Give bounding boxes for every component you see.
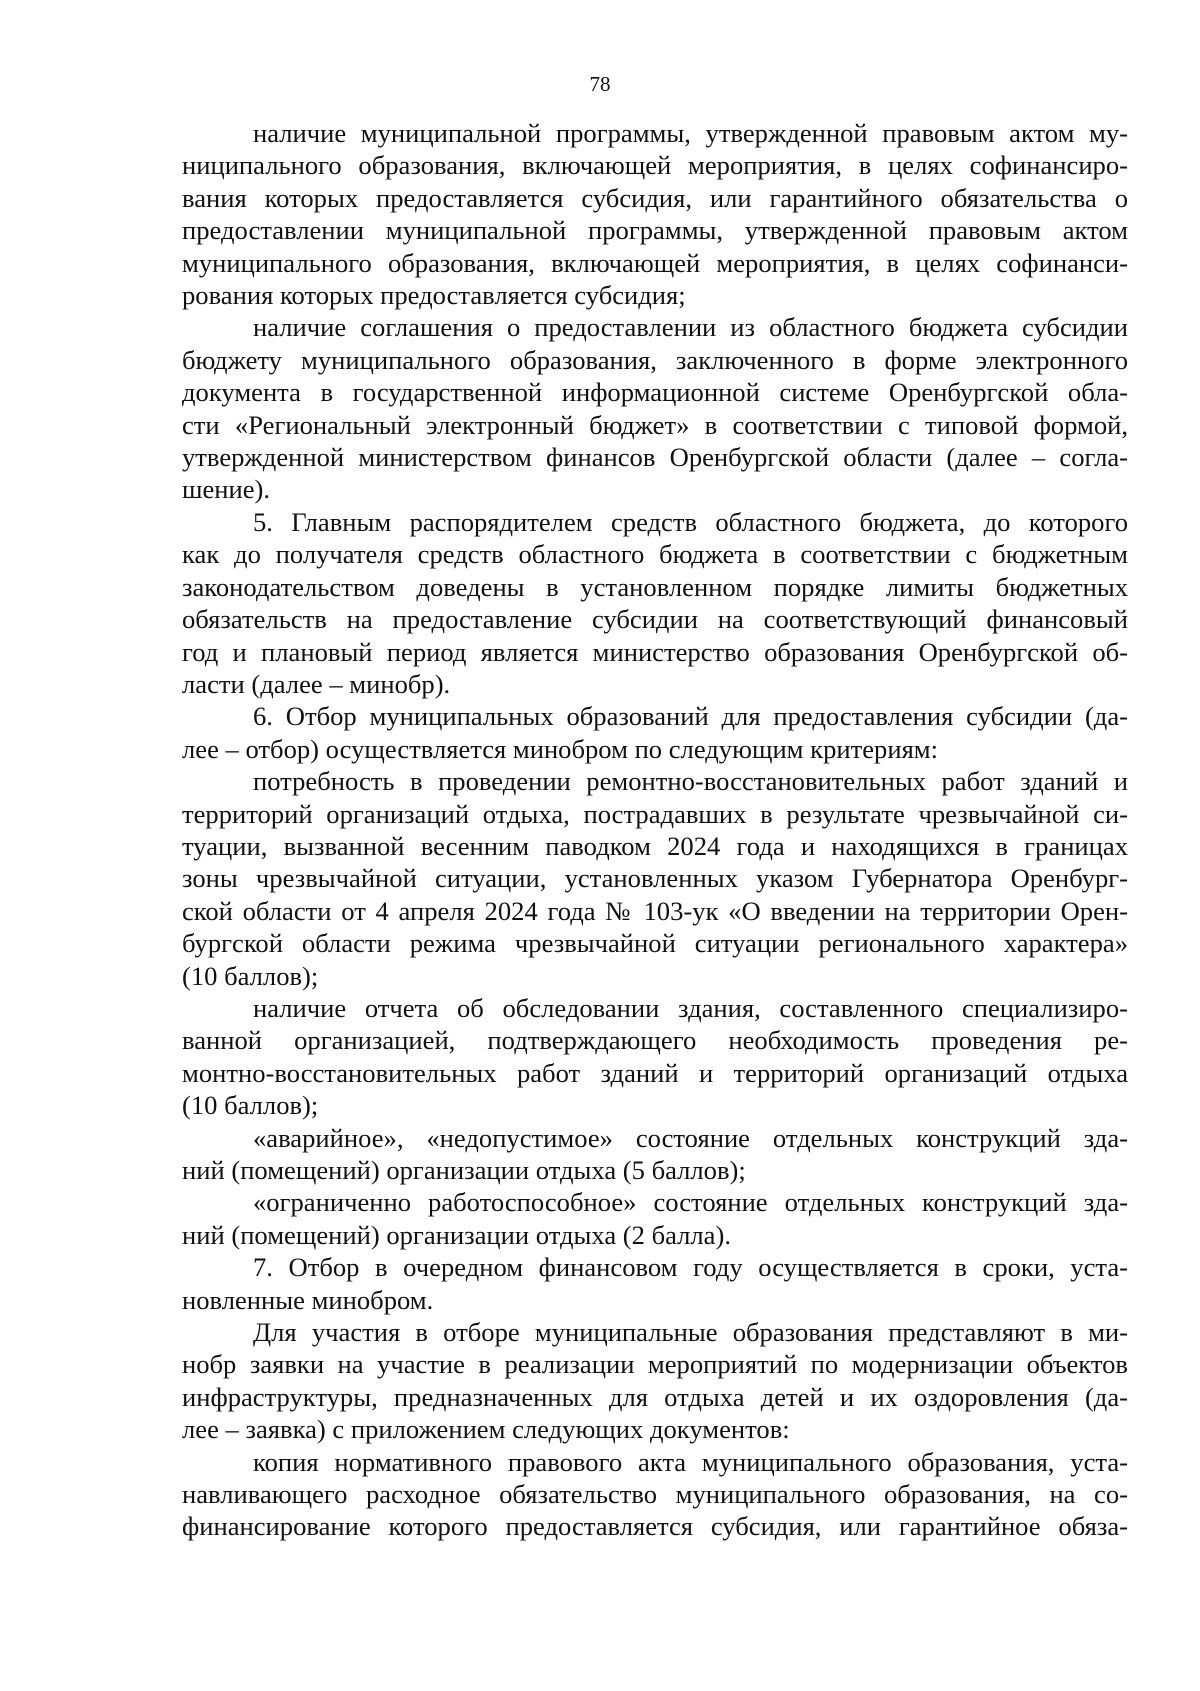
text-line: ниципального образования, включающей мероприятия, в целях софинансиро-: [182, 150, 1128, 181]
paragraph: [182, 506, 1128, 700]
text-line: наличие муниципальной программы, утвержденной правовым актом му-: [253, 118, 1128, 148]
text-line: навливающего расходное обязательство муниципального образования, на со-: [182, 1479, 1128, 1510]
text-line: обязательств на предоставление субсидии на соответствующий финансовый: [182, 604, 1128, 635]
paragraph: [182, 765, 1128, 992]
text-line: «ограниченно работоспособное» состояние отдельных конструкций зда-: [253, 1187, 1128, 1218]
text-line: вания которых предоставляется субсидия, или гарантийного обязательства о: [182, 182, 1128, 213]
text-line: потребность в проведении ремонтно-восстановительных работ зданий и: [253, 766, 1128, 797]
text-line: ванной организацией, подтверждающего необходимость проведения ре-: [182, 1025, 1128, 1056]
text-line: ской области от 4 апреля 2024 года № 103-ук «О введении на территории Орен-: [182, 895, 1128, 926]
text-line: финансирование которого предоставляется субсидия, или гарантийное обяза-: [182, 1511, 1128, 1542]
paragraph: [182, 992, 1128, 1122]
paragraph: [182, 700, 1128, 765]
document-body: [182, 117, 1128, 1543]
text-line: монтно-восстановительных работ зданий и территорий организаций отдыха: [182, 1057, 1128, 1088]
paragraph: [182, 1251, 1128, 1316]
text-line: бюджету муниципального образования, заключенного в форме электронного: [182, 344, 1128, 375]
text-line: утвержденной министерством финансов Оренбургской области (далее – согла-: [182, 442, 1128, 473]
text-line: ний (помещений) организации отдыха (5 баллов);: [182, 1155, 746, 1185]
paragraph: [182, 1316, 1128, 1446]
text-line: ласти (далее – минобр).: [182, 668, 451, 699]
text-line: территорий организаций отдыха, пострадавших в результате чрезвычайной си-: [182, 798, 1128, 829]
text-line: 5. Главным распорядителем средств областного бюджета, до которого: [253, 506, 1128, 537]
text-line: копия нормативного правового акта муниципального образования, уста-: [253, 1446, 1128, 1477]
text-line: зоны чрезвычайной ситуации, установленных указом Губернатора Оренбург-: [182, 863, 1128, 894]
paragraph: [182, 117, 1128, 311]
page-number: 78: [589, 72, 611, 96]
text-line: туации, вызванной весенним паводком 2024 года и находящихся в границах: [182, 830, 1128, 861]
text-line: законодательством доведены в установленном порядке лимиты бюджетных: [182, 571, 1128, 602]
text-line: новленные минобром.: [182, 1284, 434, 1315]
text-line: как до получателя средств областного бюджета в соответствии с бюджетным: [182, 539, 1128, 570]
text-line: бургской области режима чрезвычайной ситуации регионального характера»: [182, 928, 1128, 959]
text-line: год и плановый период является министерство образования Оренбургской об-: [182, 636, 1128, 667]
text-line: 6. Отбор муниципальных образований для предоставления субсидии (да-: [253, 701, 1128, 732]
text-line: лее – отбор) осуществляется минобром по следующим критериям:: [182, 733, 939, 764]
text-line: наличие соглашения о предоставлении из областного бюджета субсидии: [253, 312, 1128, 343]
paragraph: [182, 1186, 1128, 1251]
text-line: «аварийное», «недопустимое» состояние отдельных конструкций зда-: [253, 1122, 1128, 1153]
text-line: документа в государственной информационной системе Оренбургской обла-: [182, 377, 1128, 408]
text-line: нобр заявки на участие в реализации мероприятий по модернизации объектов: [182, 1349, 1128, 1380]
text-line: (10 баллов);: [182, 1090, 319, 1121]
text-line: (10 баллов);: [182, 960, 319, 991]
text-line: шение).: [182, 474, 271, 505]
text-line: ний (помещений) организации отдыха (2 балла).: [182, 1219, 731, 1250]
text-line: муниципального образования, включающей мероприятия, в целях софинанси-: [182, 247, 1128, 278]
text-line: предоставлении муниципальной программы, утвержденной правовым актом: [182, 215, 1128, 246]
text-line: инфраструктуры, предназначенных для отдыха детей и их оздоровления (да-: [182, 1381, 1128, 1412]
text-line: 7. Отбор в очередном финансовом году осуществляется в сроки, уста-: [253, 1252, 1128, 1283]
text-line: наличие отчета об обследовании здания, составленного специализиро-: [253, 992, 1128, 1023]
paragraph: [182, 1446, 1128, 1543]
text-line: Для участия в отборе муниципальные образования представляют в ми-: [253, 1317, 1128, 1348]
text-line: рования которых предоставляется субсидия;: [182, 280, 686, 311]
paragraph: [182, 311, 1128, 505]
paragraph: [182, 1122, 1128, 1187]
text-line: лее – заявка) с приложением следующих документов:: [182, 1414, 790, 1445]
text-line: сти «Региональный электронный бюджет» в соответствии с типовой формой,: [182, 409, 1128, 440]
